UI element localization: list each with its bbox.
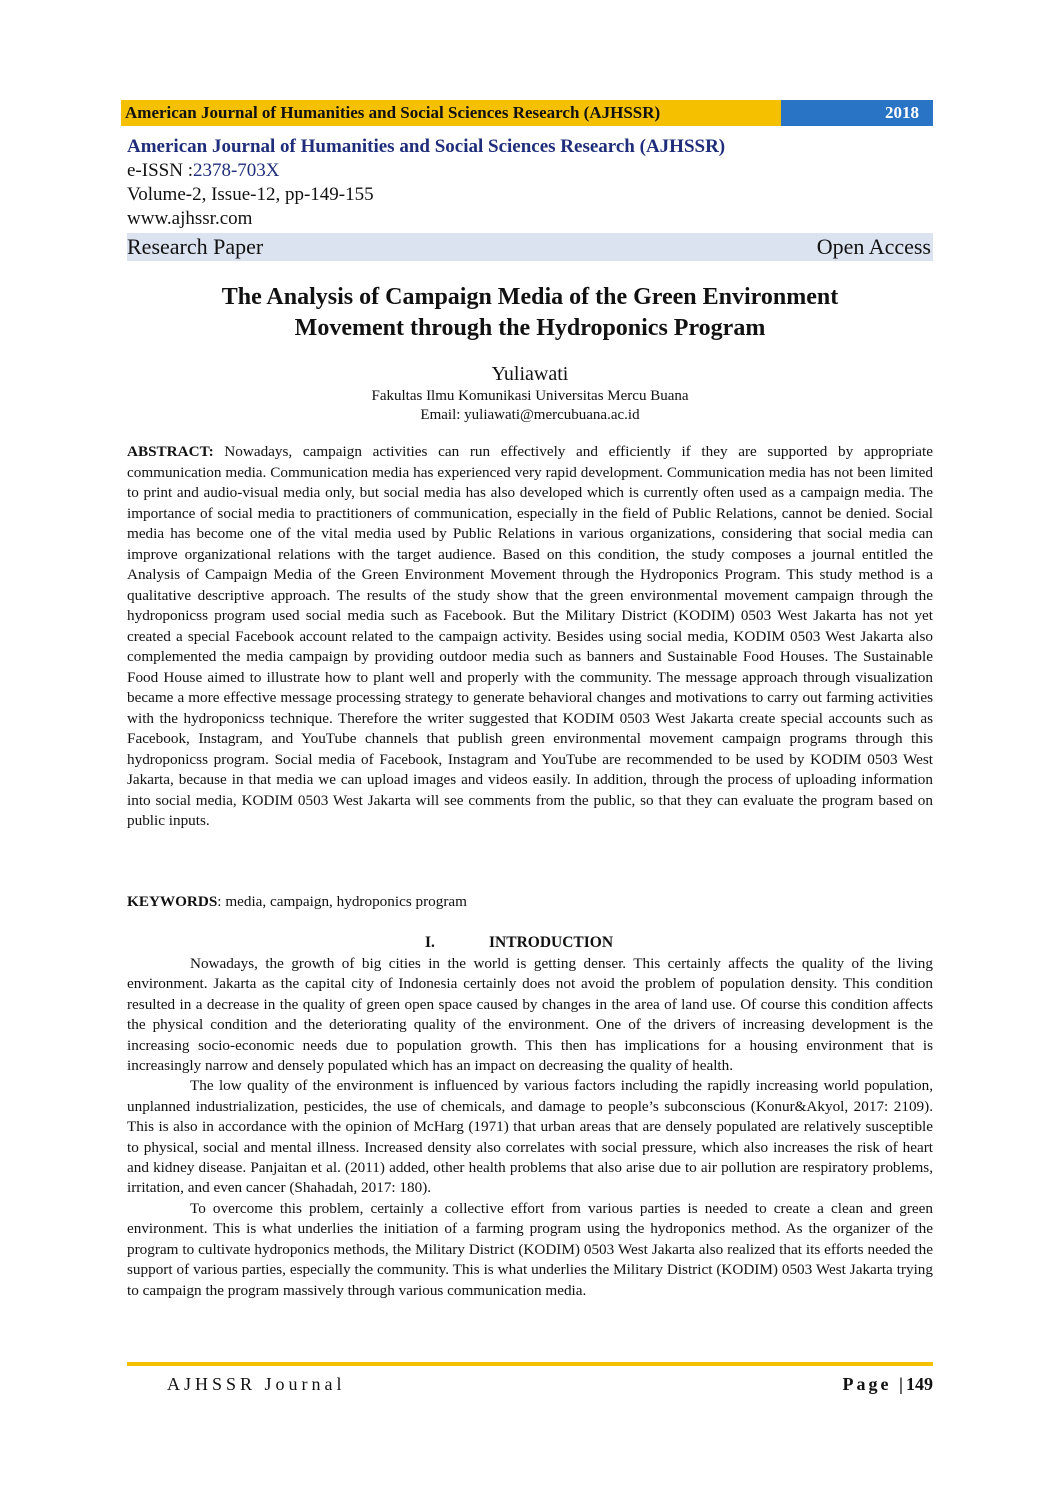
section-number: I.: [425, 934, 435, 951]
author-affiliation: Fakultas Ilmu Komunikasi Universitas Mercu Buana: [371, 388, 689, 404]
footer-page-number: 149: [906, 1374, 933, 1394]
paper-type-bar: [127, 233, 933, 261]
author-email[interactable]: Email: yuliawati@mercubuana.ac.id: [420, 407, 640, 423]
running-header-journal: American Journal of Humanities and Social Sciences Research (AJHSSR): [121, 100, 781, 126]
abstract-text: Nowadays, campaign activities can run effectively and efficiently if they are supported by appropriate communication media. Communication media has experienced very rapid development. Communication media has not been limited to print and audio-visual media only, but social media has also developed which is currently often used as a campaign media. The importance of social media to practitioners of communication, especially in the field of Public Relations, cannot be denied. Social media has become one of the vital media used by Public Relations in various organizations, considering that social media can improve organizational relations with the target audience. Based on this condition, the study composes a journal entitled the Analysis of Campaign Media of the Green Environment Movement through the Hydroponics Program. This study method is a qualitative descriptive approach. The results of the study show that the green environmental movement campaign through the hydroponicss program used social media such as Facebook. But the Military District (KODIM) 0503 West Jakarta has not yet created a special Facebook account related to the campaign activity. Besides using social media, KODIM 0503 West Jakarta also complemented the media campaign by providing outdoor media such as banners and Sustainable Food Houses. The Sustainable Food House aimed to illustrate how to plant well and properly with the community. The message approach through visualization became a more effective message processing strategy to generate behavioral changes and motivations to carry out farming activities with the hydroponicss technique. Therefore the writer suggested that KODIM 0503 West Jakarta create special accounts such as Facebook, Instagram, and YouTube channels that publish green environmental movement campaign programs through this hydroponicss program. Social media of Facebook, Instagram and YouTube are recommended to be used by KODIM 0503 West Jakarta, because in that media we can upload images and videos easily. In addition, through the process of uploading information into social media, KODIM 0503 West Jakarta will see comments from the public, so that they can evaluate the program based on public inputs.: [127, 443, 933, 829]
page-footer: [127, 1373, 933, 1395]
issn-label: e-ISSN :: [127, 160, 193, 181]
journal-title: American Journal of Humanities and Social Sciences Research (AJHSSR): [127, 136, 726, 157]
section-title: INTRODUCTION: [489, 934, 614, 951]
access-type: Open Access: [816, 234, 931, 259]
abstract: [127, 442, 933, 832]
journal-info: [127, 134, 933, 261]
body-text: [127, 954, 933, 1301]
paper-title: [127, 282, 933, 344]
abstract-label: ABSTRACT:: [127, 443, 214, 460]
journal-issn: [127, 159, 933, 183]
keywords-text: : media, campaign, hydroponics program: [217, 893, 467, 910]
footer-journal: AJHSSR Journal: [167, 1374, 346, 1394]
keywords-label: KEYWORDS: [127, 893, 218, 910]
paragraph: To overcome this problem, certainly a collective effort from various parties is needed to create a clean and green environment. This is what underlies the initiation of a farming program using the hydroponics method. As the organizer of the program to cultivate hydroponics methods, the Military District (KODIM) 0503 West Jakarta also realized that its efforts needed the support of various parties, especially the community. This is what underlies the Military District (KODIM) 0503 West Jakarta trying to campaign the program massively through various communication media.: [127, 1199, 933, 1299]
paper-type: Research Paper: [127, 234, 264, 259]
paragraph: The low quality of the environment is influenced by various factors including the rapidly increasing world population, unplanned industrialization, pesticides, the use of chemicals, and damage to people’s subconscious (Konur&Akyol, 2017: 2109). This is also in accordance with the opinion of McHarg (1971) that urban areas that are densely populated are relatively susceptible to physical, social and mental illness. Increased density also correlates with social pressure, which also increases the risk of heart and kidney disease. Panjaitan et al. (2011) added, other health problems that also arise due to air pollution are respiratory problems, irritation, and even cancer (Shahadah, 2017: 180).: [127, 1077, 933, 1197]
running-header: [121, 100, 933, 126]
author-name: Yuliawati: [491, 363, 569, 385]
running-header-year: 2018: [781, 100, 933, 126]
paper-title-line-1: The Analysis of Campaign Media of the Green Environment: [221, 284, 839, 310]
issn-number: 2378-703X: [192, 160, 280, 181]
journal-volume: Volume-2, Issue-12, pp-149-155: [127, 184, 374, 205]
footer-rule: [127, 1362, 933, 1366]
paper-title-line-2: Movement through the Hydroponics Program: [294, 315, 766, 341]
footer-page: [843, 1373, 933, 1395]
keywords: [127, 892, 933, 912]
paragraph: Nowadays, the growth of big cities in the world is getting denser. This certainly affects the quality of the living environment. Jakarta as the capital city of Indonesia certainly does not avoid the problem of population density. This condition resulted in a decrease in the quality of green open space caused by changes in the area of land use. Of course this condition affects the physical condition and the deteriorating quality of the environment. One of the drivers of increasing development is the increasing socio-economic needs due to population growth. This then has implications for a housing environment that is increasingly narrow and densely populated which has an impact on decreasing the quality of health.: [127, 955, 933, 1075]
journal-website[interactable]: www.ajhssr.com: [127, 208, 253, 229]
footer-page-label: Page |: [842, 1374, 906, 1394]
